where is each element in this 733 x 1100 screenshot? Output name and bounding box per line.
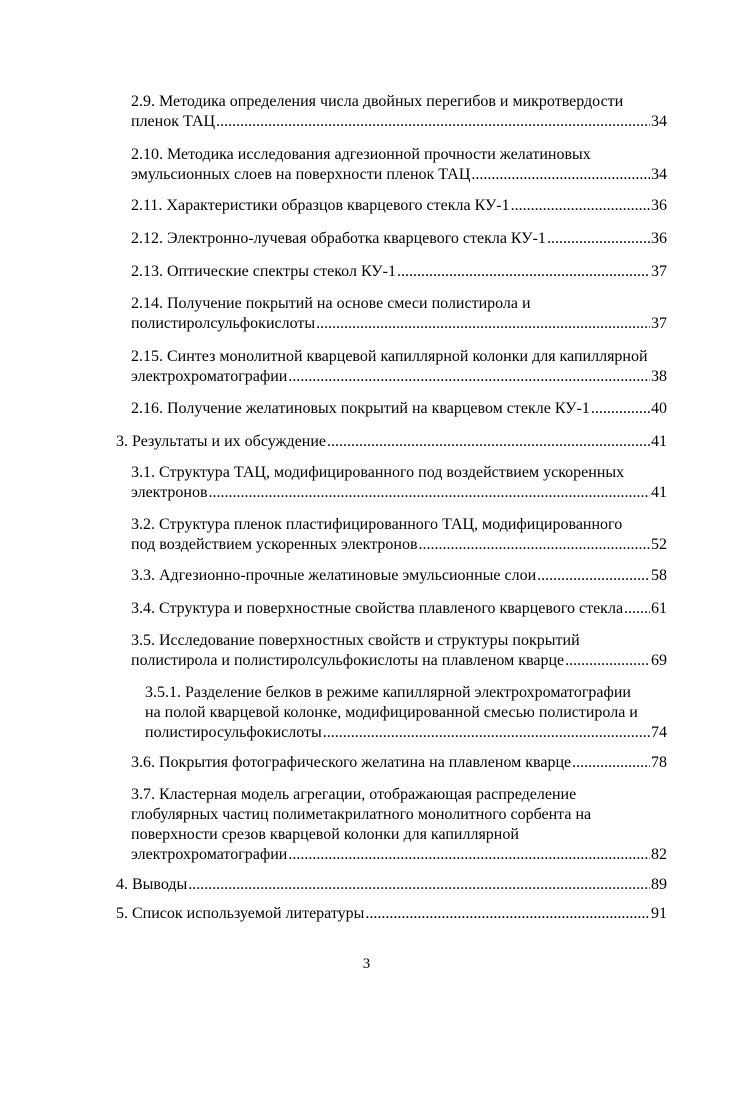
toc-entry [131,631,667,671]
toc-page-number: 34 [651,113,667,130]
toc-page-number: 36 [651,197,667,214]
toc-page-number: 36 [651,230,667,247]
toc-entry [131,399,667,419]
toc-entry-title: 3. Результаты и их обсуждение [116,433,327,450]
toc-entry-title: под воздействием ускоренных электронов [131,536,418,553]
toc-leader [288,845,650,865]
toc-page-number: 78 [651,754,667,771]
toc-entry-line: 3.5. Исследование поверхностных свойств и структуры покрытий [131,632,580,649]
toc-entry [131,145,667,185]
toc-entry-line: 3.1. Структура ТАЦ, модифицированного под воздействием ускоренных [131,464,625,481]
page-number: 3 [362,956,371,972]
toc-page-number: 82 [651,846,667,863]
toc-leader [209,483,650,503]
toc-entry [131,566,667,586]
toc-entry-title: эмульсионных слоев на поверхности пленок ТАЦ [131,166,471,183]
toc-page-number: 74 [651,724,667,741]
toc-entry-line: 2.10. Методика исследования адгезионной прочности желатиновых [131,146,591,163]
toc-entry-title: 2.13. Оптические спектры стекол КУ-1 [131,263,396,280]
toc-entry-title: полистиросульфокислоты [145,724,322,741]
toc-entry-line: 3.5.1. Разделение белков в режиме капиллярной электрохроматографии [145,684,631,701]
toc-entry [131,294,667,334]
toc-page-number: 91 [651,905,667,922]
toc-entry-title: 4. Выводы [116,876,188,893]
toc-leader [624,599,650,619]
toc-leader [397,262,650,282]
toc-entry-line: 3.7. Кластерная модель агрегации, отображающая распределение [131,786,577,803]
toc-entry-line: 2.9. Методика определения числа двойных перегибов и микротвердости [131,93,624,110]
toc-entry [131,785,667,865]
toc-entry-title: полистиролсульфокислоты [131,315,316,332]
toc-page-number: 52 [651,536,667,553]
toc-entry-line: 2.15. Синтез монолитной кварцевой капиллярной колонки для капиллярной [131,348,648,365]
toc-leader [216,112,650,132]
toc-entry-title: 2.11. Характеристики образцов кварцевого стекла КУ-1 [131,197,510,214]
toc-entry [145,683,667,743]
toc-entry-title: 5. Список используемой литературы [116,905,365,922]
toc-entry-line: поверхности срезов кварцевой колонки для капиллярной [131,826,519,843]
toc-entry [131,753,667,773]
toc-entry-title: полистирола и полистиролсульфокислоты на плавленом кварце [131,652,565,669]
toc-leader [288,367,650,387]
toc-leader [419,535,650,555]
toc-leader [188,875,650,895]
toc-entry-title: 3.4. Структура и поверхностные свойства плавленого кварцевого стекла [131,600,624,617]
toc-page-number: 37 [651,315,667,332]
toc-entry [116,904,667,924]
toc-leader [547,229,650,249]
toc-entry [131,229,667,249]
toc-entry-title: электронов [131,484,208,501]
toc-page-number: 40 [651,400,667,417]
toc-entry [131,515,667,555]
toc-entry [131,463,667,503]
toc-entry-title: 3.6. Покрытия фотографического желатина на плавленом кварце [131,754,572,771]
toc-entry [131,92,667,132]
toc-leader [316,314,650,334]
toc-entry [116,875,667,895]
toc-entry [116,432,667,452]
toc-entry [131,262,667,282]
toc-leader [511,196,650,216]
toc-entry [131,347,667,387]
toc-page-number: 89 [651,876,667,893]
toc-entry-line: глобулярных частиц полиметакрилатного монолитного сорбента на [131,806,592,823]
toc-page-number: 61 [651,600,667,617]
toc-entry-title: электрохроматографии [131,846,288,863]
toc-page-number: 69 [651,652,667,669]
toc-page-number: 34 [651,166,667,183]
toc-leader [591,399,650,419]
toc-entry-line: на полой кварцевой колонке, модифицированной смесью полистирола и [145,704,638,721]
toc-entry-line: 2.14. Получение покрытий на основе смеси полистирола и [131,295,531,312]
toc-page-number: 41 [651,433,667,450]
toc-entry [131,599,667,619]
toc-page-number: 37 [651,263,667,280]
toc-leader [572,753,650,773]
toc-leader [471,165,650,185]
toc-leader [323,723,650,743]
toc-page-number: 38 [651,368,667,385]
toc-entry [131,196,667,216]
toc-leader [565,651,650,671]
toc-leader [365,904,650,924]
toc-entry-title: пленок ТАЦ [131,113,216,130]
toc-entry-title: 3.3. Адгезионно-прочные желатиновые эмульсионные слои [131,567,537,584]
toc-page-number: 41 [651,484,667,501]
toc-entry-title: электрохроматографии [131,368,288,385]
toc-leader [327,432,650,452]
toc-entry-line: 3.2. Структура пленок пластифицированного ТАЦ, модифицированного [131,516,623,533]
toc-leader [537,566,650,586]
toc-entry-title: 2.16. Получение желатиновых покрытий на кварцевом стекле КУ-1 [131,400,590,417]
toc-page-number: 58 [651,567,667,584]
toc-entry-title: 2.12. Электронно-лучевая обработка кварцевого стекла КУ-1 [131,230,546,247]
